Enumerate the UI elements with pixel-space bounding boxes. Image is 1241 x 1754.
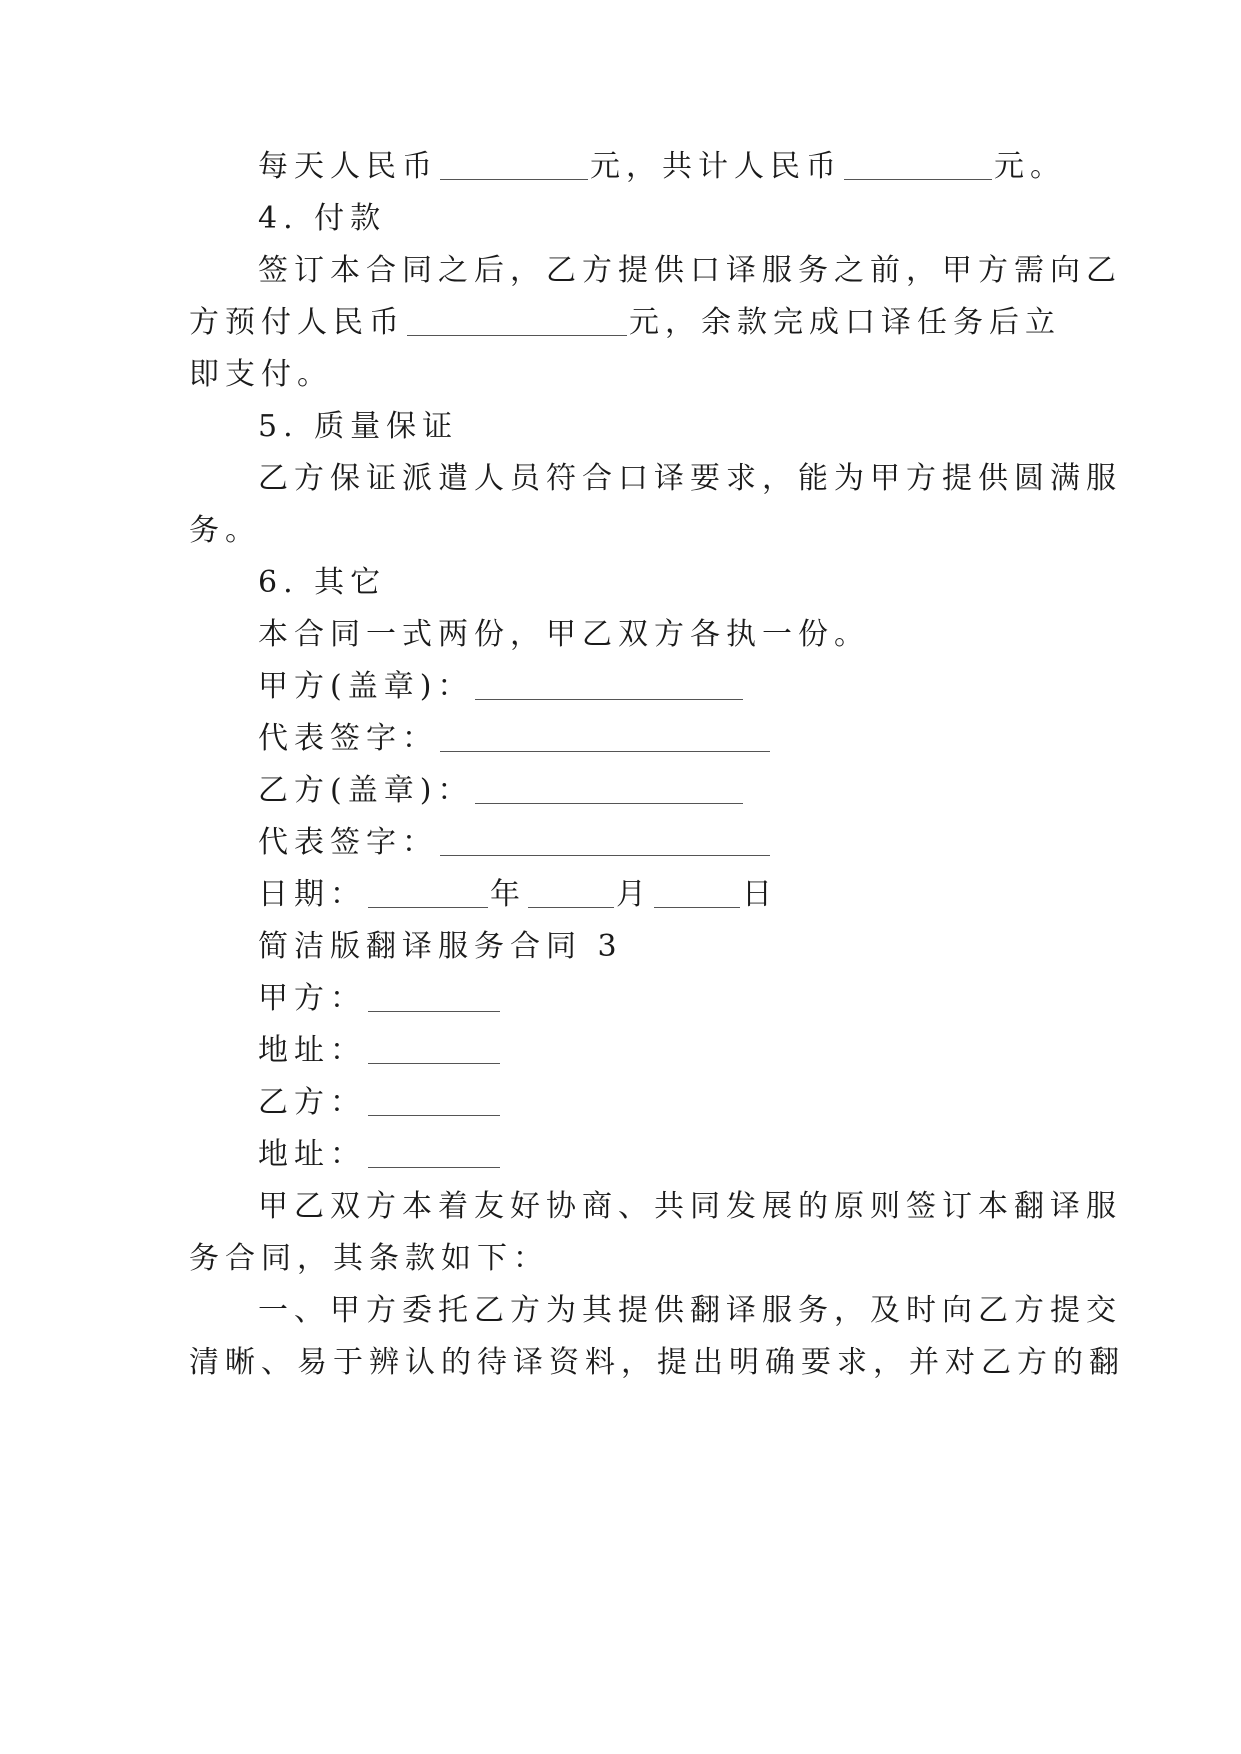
paragraph-line: 即支付。 (189, 357, 333, 392)
party-b-address-blank (368, 1131, 500, 1168)
day-blank (654, 871, 740, 908)
party-b-seal-line: 乙方(盖章)： (0, 762, 1241, 820)
total-fee-blank (844, 143, 992, 180)
section-heading-other: 6. 其它 (258, 565, 387, 600)
month-blank (528, 871, 614, 908)
paragraph-line: 务。 (189, 513, 261, 548)
party-a-address-line: 地址： (0, 1022, 1241, 1080)
party-a-blank (368, 975, 500, 1012)
party-a-signature-line: 代表签字： (0, 710, 1241, 768)
paragraph-line: 甲乙双方本着友好协商、共同发展的原则签订本翻译服 (258, 1189, 1122, 1224)
paragraph-line: 一、甲方委托乙方为其提供翻译服务，及时向乙方提交 (258, 1293, 1122, 1328)
party-b-line: 乙方： (0, 1074, 1241, 1132)
paragraph-line: 本合同一式两份，甲乙双方各执一份。 (258, 617, 870, 652)
party-a-seal-blank (475, 663, 743, 700)
party-a-address-blank (368, 1027, 500, 1064)
daily-fee-blank (440, 143, 588, 180)
prepayment-blank (407, 299, 627, 336)
date-line: 日期： 年 月 日 (0, 866, 1241, 924)
party-a-seal-line: 甲方(盖章)： (0, 658, 1241, 716)
party-b-blank (368, 1079, 500, 1116)
section-heading-quality: 5. 质量保证 (258, 409, 459, 444)
party-a-signature-blank (440, 715, 770, 752)
paragraph-line: 签订本合同之后，乙方提供口译服务之前，甲方需向乙 (258, 253, 1122, 288)
party-b-signature-blank (440, 819, 770, 856)
party-b-signature-line: 代表签字： (0, 814, 1241, 872)
contract-title: 简洁版翻译服务合同 3 (258, 929, 623, 964)
section-heading-payment: 4. 付款 (258, 201, 387, 236)
party-b-address-line: 地址： (0, 1126, 1241, 1184)
paragraph-line: 清晰、易于辨认的待译资料，提出明确要求，并对乙方的翻 (189, 1345, 1125, 1380)
year-blank (368, 871, 488, 908)
paragraph-line: 乙方保证派遣人员符合口译要求，能为甲方提供圆满服 (258, 461, 1122, 496)
prepayment-line: 方预付人民币 元，余款完成口译任务后立 (0, 294, 1241, 352)
party-a-line: 甲方： (0, 970, 1241, 1028)
paragraph-line: 务合同，其条款如下： (189, 1241, 549, 1276)
daily-fee-line: 每天人民币 元，共计人民币 元。 (0, 138, 1241, 196)
party-b-seal-blank (475, 767, 743, 804)
